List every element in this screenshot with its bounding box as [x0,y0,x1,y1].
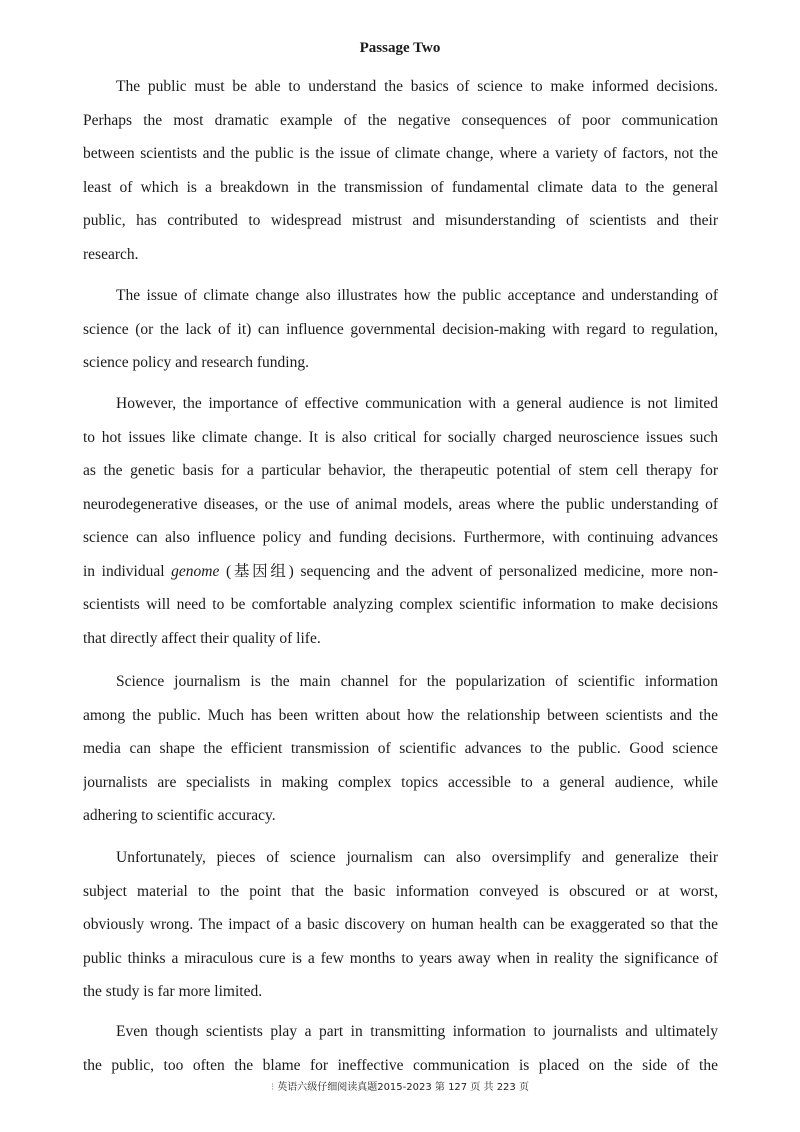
paragraph-2 [83,279,718,380]
text-line: Perhaps the most dramatic example of the negative consequences of poor communication [83,111,718,129]
text-fragment: in individual [83,562,172,580]
text-line: that directly affect their quality of life. [83,629,321,647]
text-line: science can also influence policy and funding decisions. Furthermore, with continuing advances [83,529,718,546]
text-line: least of which is a breakdown in the transmission of fundamental climate data to the general [83,178,718,196]
paragraph-6 [83,1015,718,1082]
text-line: obviously wrong. The impact of a basic discovery on human health can be exaggerated so that the [83,916,718,933]
footer-mark: ⁝ [271,1082,275,1093]
text-line-genome [83,555,718,589]
text-line: Science journalism is the main channel for the popularization of scientific information [116,673,718,690]
text-line: between scientists and the public is the issue of climate change, where a variety of factors, not the [83,145,718,162]
passage-title: Passage Two [359,40,441,56]
text-line: However, the importance of effective communication with a general audience is not limited [116,395,718,412]
paragraph-1 [83,70,718,271]
text-line: scientists will need to be comfortable analyzing complex scientific information to make decisions [83,596,718,613]
text-line: Unfortunately, pieces of science journalism can also oversimplify and generalize their [116,849,718,866]
text-line: the study is far more limited. [83,983,263,1000]
text-line: science (or the lack of it) can influence governmental decision-making with regard to regulation, [83,320,718,338]
text-line: public, has contributed to widespread mistrust and misunderstanding of scientists and their [83,212,718,229]
text-line: science policy and research funding. [83,354,309,371]
text-line: research. [83,245,139,263]
text-line: Even though scientists play a part in transmitting information to journalists and ultimately [116,1023,718,1040]
text-line: as the genetic basis for a particular behavior, the therapeutic potential of stem cell therapy for [83,462,718,479]
genome-term: genome [171,562,220,580]
text-line: among the public. Much has been written about how the relationship between scientists and the [83,706,718,724]
footer-page-info: 英语六级仔细阅读真题2015-2023 第 127 页 共 223 页 [277,1082,529,1093]
text-line: The public must be able to understand the basics of science to make informed decisions. [116,78,718,95]
text-line: the public, too often the blame for ineffective communication is placed on the side of the [83,1056,718,1074]
text-line: subject material to the point that the basic information conveyed is obscured or at worst, [83,882,718,900]
paragraph-5 [83,841,718,1009]
text-line: media can shape the efficient transmission of scientific advances to the public. Good science [83,740,718,757]
text-line: The issue of climate change also illustrates how the public acceptance and understanding of [116,287,718,304]
text-line: to hot issues like climate change. It is also critical for socially charged neuroscience issues such [83,428,718,446]
text-fragment: (基因组) sequencing and the advent of personalized medicine, more non- [219,562,718,580]
text-line: journalists are specialists in making complex topics accessible to a general audience, while [83,773,718,791]
text-line: adhering to scientific accuracy. [83,807,276,824]
paragraph-4 [83,665,718,833]
text-line: neurodegenerative diseases, or the use of animal models, areas where the public understanding of [83,495,718,513]
text-line: public thinks a miraculous cure is a few months to years away when in reality the significance of [83,949,718,967]
page-footer [0,1081,800,1095]
paragraph-3 [83,387,718,655]
